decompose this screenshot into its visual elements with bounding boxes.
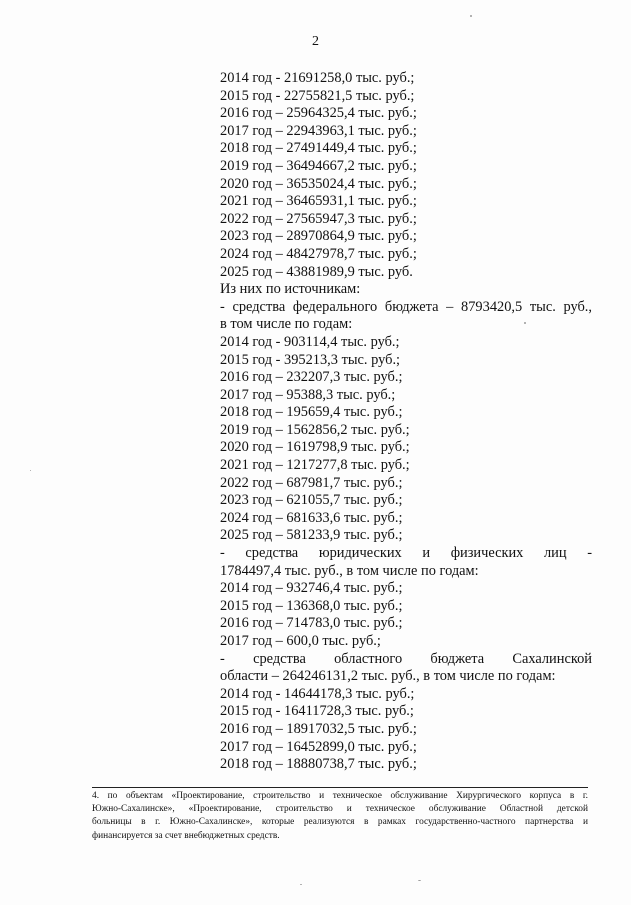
regional-year-2016: 2016 год – 18917032,5 тыс. руб.;: [220, 720, 417, 737]
legal-entities-year-2015: 2015 год – 136368,0 тыс. руб.;: [220, 597, 403, 614]
total-year-2020: 2020 год – 36535024,4 тыс. руб.;: [220, 175, 417, 192]
total-year-2023: 2023 год – 28970864,9 тыс. руб.;: [220, 228, 417, 245]
page-number: 2: [312, 34, 319, 49]
regional-year-2018: 2018 год – 18880738,7 тыс. руб.;: [220, 756, 417, 773]
regional-year-2017: 2017 год – 16452899,0 тыс. руб.;: [220, 738, 417, 755]
legal-entities-year-2016: 2016 год – 714783,0 тыс. руб.;: [220, 615, 403, 632]
legal-entities-subheading: 1784497,4 тыс. руб., в том числе по годам:: [220, 562, 479, 579]
scan-speck: [300, 884, 302, 885]
federal-year-2023: 2023 год – 621055,7 тыс. руб.;: [220, 492, 403, 509]
regional-heading: - средства областного бюджета Сахалинской: [220, 650, 592, 667]
footnote-line: 4. по объектам «Проектирование, строительство и техническое обслуживание Хирургического корпуса в г.: [92, 791, 588, 801]
scan-speck: [470, 15, 472, 17]
total-year-2019: 2019 год – 36494667,2 тыс. руб.;: [220, 157, 417, 174]
total-year-2018: 2018 год – 27491449,4 тыс. руб.;: [220, 140, 417, 157]
federal-year-2018: 2018 год – 195659,4 тыс. руб.;: [220, 404, 403, 421]
legal-entities-year-2017: 2017 год – 600,0 тыс. руб.;: [220, 633, 381, 649]
footnote: [92, 790, 588, 843]
total-year-2017: 2017 год – 22943963,1 тыс. руб.;: [220, 122, 417, 139]
federal-year-2024: 2024 год – 681633,6 тыс. руб.;: [220, 509, 403, 526]
federal-year-2017: 2017 год – 95388,3 тыс. руб.;: [220, 386, 396, 403]
total-year-2014: 2014 год - 21691258,0 тыс. руб.;: [220, 70, 415, 86]
footnote-line: больницы в г. Южно-Сахалинске», которые реализуются в рамках государственно-частного партнерства и: [92, 817, 588, 828]
footnote-line: Южно-Сахалинске», «Проектирование, строительство и техническое обслуживание Областной детской: [92, 804, 588, 815]
legal-entities-heading: - средства юридических и физических лиц -: [220, 545, 592, 562]
total-year-2015: 2015 год - 22755821,5 тыс. руб.;: [220, 87, 415, 104]
total-year-2024: 2024 год – 48427978,7 тыс. руб.;: [220, 245, 417, 262]
federal-budget-section: [220, 299, 592, 545]
regional-year-2015: 2015 год - 16411728,3 тыс. руб.;: [220, 703, 414, 720]
total-year-2021: 2021 год – 36465931,1 тыс. руб.;: [220, 193, 417, 210]
federal-year-2025: 2025 год – 581233,9 тыс. руб.;: [220, 527, 403, 544]
total-year-2016: 2016 год – 25964325,4 тыс. руб.;: [220, 105, 417, 122]
scan-speck: [524, 322, 526, 324]
regional-budget-section: [220, 651, 592, 774]
federal-year-2016: 2016 год – 232207,3 тыс. руб.;: [220, 369, 403, 386]
federal-year-2022: 2022 год – 687981,7 тыс. руб.;: [220, 474, 403, 491]
federal-year-2019: 2019 год – 1562856,2 тыс. руб.;: [220, 421, 410, 438]
legal-entities-section: [220, 545, 592, 651]
federal-year-2015: 2015 год - 395213,3 тыс. руб.;: [220, 351, 401, 368]
total-year-2025: 2025 год – 43881989,9 тыс. руб.: [220, 263, 413, 280]
federal-heading: - средства федерального бюджета – 8793420,5 тыс. руб.,: [220, 298, 592, 315]
footnote-line: финансируется за счет внебюджетных средств.: [92, 830, 280, 841]
main-text: [220, 70, 592, 774]
sources-heading: Из них по источникам:: [220, 281, 361, 298]
federal-subheading: в том числе по годам:: [220, 316, 353, 333]
scan-speck: [30, 470, 31, 471]
federal-year-2020: 2020 год – 1619798,9 тыс. руб.;: [220, 439, 410, 456]
regional-year-2014: 2014 год - 14644178,3 тыс. руб.;: [220, 685, 415, 702]
scan-speck: [418, 880, 421, 881]
footnote-divider: [92, 787, 588, 788]
legal-entities-year-2014: 2014 год – 932746,4 тыс. руб.;: [220, 580, 403, 597]
regional-subheading: области – 264246131,2 тыс. руб., в том числе по годам:: [220, 668, 556, 685]
federal-year-2021: 2021 год – 1217277,8 тыс. руб.;: [220, 457, 410, 474]
federal-year-2014: 2014 год - 903114,4 тыс. руб.;: [220, 333, 400, 350]
total-year-2022: 2022 год – 27565947,3 тыс. руб.;: [220, 210, 417, 227]
totals-by-year-list: [220, 70, 592, 281]
